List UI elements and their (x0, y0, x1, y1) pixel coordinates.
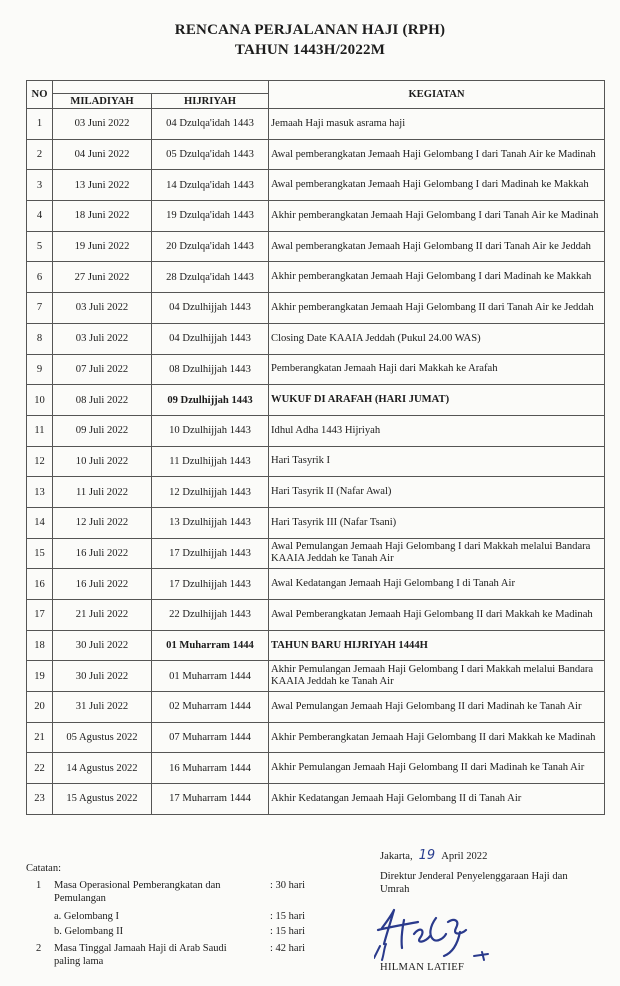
row-miladiyah: 04 Juni 2022 (53, 139, 152, 170)
row-kegiatan: Akhir Pemulangan Jemaah Haji Gelombang II dari Madinah ke Tanah Air (269, 753, 605, 784)
row-no: 9 (27, 354, 53, 385)
header-miladiyah: MILADIYAH (53, 94, 152, 109)
row-kegiatan: Akhir pemberangkatan Jemaah Haji Gelombang I dari Tanah Air ke Madinah (269, 201, 605, 232)
table-row (27, 630, 605, 661)
row-kegiatan: Hari Tasyrik III (Nafar Tsani) (269, 507, 605, 538)
row-hijriyah: 04 Dzulqa'idah 1443 (152, 109, 269, 140)
table-row (27, 293, 605, 324)
signature-month-year: April 2022 (441, 851, 488, 862)
row-no: 15 (27, 538, 53, 569)
notes-label: Catatan: (26, 863, 61, 874)
signature-day: 19 (418, 848, 436, 863)
row-miladiyah: 15 Agustus 2022 (53, 784, 152, 815)
row-kegiatan: Hari Tasyrik I (269, 446, 605, 477)
row-no: 2 (27, 139, 53, 170)
row-miladiyah: 08 Juli 2022 (53, 385, 152, 416)
table-row (27, 109, 605, 140)
note-text-1a: Masa Operasional Pemberangkatan dan (54, 880, 221, 891)
row-miladiyah: 03 Juli 2022 (53, 293, 152, 324)
row-hijriyah: 05 Dzulqa'idah 1443 (152, 139, 269, 170)
table-row (27, 139, 605, 170)
row-hijriyah: 10 Dzulhijjah 1443 (152, 415, 269, 446)
table-row (27, 661, 605, 692)
row-no: 3 (27, 170, 53, 201)
row-miladiyah: 03 Juni 2022 (53, 109, 152, 140)
row-kegiatan: Akhir pemberangkatan Jemaah Haji Gelombang I dari Madinah ke Makkah (269, 262, 605, 293)
document-title: RENCANA PERJALANAN HAJI (RPH) (174, 22, 446, 38)
table-row (27, 323, 605, 354)
note-value-a: : 15 hari (270, 911, 305, 922)
row-kegiatan: WUKUF DI ARAFAH (HARI JUMAT) (269, 385, 605, 416)
row-no: 17 (27, 600, 53, 631)
row-hijriyah: 28 Dzulqa'idah 1443 (152, 262, 269, 293)
row-hijriyah: 17 Dzulhijjah 1443 (152, 569, 269, 600)
table-row (27, 415, 605, 446)
row-no: 22 (27, 753, 53, 784)
table-row (27, 600, 605, 631)
row-miladiyah: 30 Juli 2022 (53, 630, 152, 661)
note-num-2: 2 (36, 943, 42, 954)
row-hijriyah: 17 Muharram 1444 (152, 784, 269, 815)
row-hijriyah: 22 Dzulhijjah 1443 (152, 600, 269, 631)
table-row (27, 692, 605, 723)
row-no: 7 (27, 293, 53, 324)
table-row (27, 354, 605, 385)
row-hijriyah: 02 Muharram 1444 (152, 692, 269, 723)
row-no: 20 (27, 692, 53, 723)
table-row (27, 385, 605, 416)
signature-place-date (380, 848, 487, 863)
row-hijriyah: 12 Dzulhijjah 1443 (152, 477, 269, 508)
row-kegiatan: Akhir Pemulangan Jemaah Haji Gelombang I dari Makkah melalui Bandara KAAIA Jeddah ke Tanah Air (269, 661, 605, 692)
row-no: 16 (27, 569, 53, 600)
row-miladiyah: 09 Juli 2022 (53, 415, 152, 446)
row-no: 11 (27, 415, 53, 446)
row-kegiatan: Awal Pemulangan Jemaah Haji Gelombang II dari Madinah ke Tanah Air (269, 692, 605, 723)
row-kegiatan: Hari Tasyrik II (Nafar Awal) (269, 477, 605, 508)
document-subtitle: TAHUN 1443H/2022M (234, 42, 386, 58)
row-kegiatan: Awal pemberangkatan Jemaah Haji Gelombang I dari Tanah Air ke Madinah (269, 139, 605, 170)
signature-office (380, 870, 610, 896)
header-kegiatan: KEGIATAN (269, 81, 605, 109)
row-hijriyah: 01 Muharram 1444 (152, 661, 269, 692)
table-row (27, 538, 605, 569)
row-hijriyah: 07 Muharram 1444 (152, 722, 269, 753)
row-no: 18 (27, 630, 53, 661)
table-row (27, 477, 605, 508)
row-hijriyah: 01 Muharram 1444 (152, 630, 269, 661)
signature-office-line1: Direktur Jenderal Penyelenggaraan Haji dan (380, 871, 568, 882)
row-no: 13 (27, 477, 53, 508)
row-no: 6 (27, 262, 53, 293)
row-hijriyah: 09 Dzulhijjah 1443 (152, 385, 269, 416)
table-row (27, 784, 605, 815)
row-kegiatan: TAHUN BARU HIJRIYAH 1444H (269, 630, 605, 661)
row-kegiatan: Awal pemberangkatan Jemaah Haji Gelombang II dari Tanah Air ke Jeddah (269, 231, 605, 262)
table-row (27, 507, 605, 538)
note-sub-b: b. Gelombang II (54, 926, 124, 937)
row-hijriyah: 19 Dzulqa'idah 1443 (152, 201, 269, 232)
row-hijriyah: 04 Dzulhijjah 1443 (152, 293, 269, 324)
table-row (27, 569, 605, 600)
row-kegiatan: Pemberangkatan Jemaah Haji dari Makkah ke Arafah (269, 354, 605, 385)
row-hijriyah: 04 Dzulhijjah 1443 (152, 323, 269, 354)
handwritten-signature (374, 900, 504, 962)
row-miladiyah: 05 Agustus 2022 (53, 722, 152, 753)
table-row (27, 201, 605, 232)
note-num-1: 1 (36, 880, 42, 891)
row-kegiatan: Awal Pemulangan Jemaah Haji Gelombang I dari Makkah melalui Bandara KAAIA Jeddah ke Tanah Air (269, 538, 605, 569)
table-row (27, 722, 605, 753)
row-miladiyah: 16 Juli 2022 (53, 569, 152, 600)
header-no: NO (27, 81, 53, 109)
row-kegiatan: Akhir Kedatangan Jemaah Haji Gelombang II di Tanah Air (269, 784, 605, 815)
row-kegiatan: Jemaah Haji masuk asrama haji (269, 109, 605, 140)
row-miladiyah: 27 Juni 2022 (53, 262, 152, 293)
note-value-b: : 15 hari (270, 926, 305, 937)
header-date-group (53, 81, 269, 94)
row-kegiatan: Awal Kedatangan Jemaah Haji Gelombang I di Tanah Air (269, 569, 605, 600)
row-miladiyah: 07 Juli 2022 (53, 354, 152, 385)
table-row (27, 446, 605, 477)
row-no: 14 (27, 507, 53, 538)
row-no: 4 (27, 201, 53, 232)
row-hijriyah: 08 Dzulhijjah 1443 (152, 354, 269, 385)
row-no: 1 (27, 109, 53, 140)
row-hijriyah: 17 Dzulhijjah 1443 (152, 538, 269, 569)
row-hijriyah: 11 Dzulhijjah 1443 (152, 446, 269, 477)
row-kegiatan: Akhir Pemberangkatan Jemaah Haji Gelombang II dari Makkah ke Madinah (269, 722, 605, 753)
row-kegiatan: Akhir pemberangkatan Jemaah Haji Gelombang II dari Tanah Air ke Jeddah (269, 293, 605, 324)
table-row (27, 262, 605, 293)
row-miladiyah: 18 Juni 2022 (53, 201, 152, 232)
row-hijriyah: 13 Dzulhijjah 1443 (152, 507, 269, 538)
row-no: 10 (27, 385, 53, 416)
row-kegiatan: Awal pemberangkatan Jemaah Haji Gelombang I dari Madinah ke Makkah (269, 170, 605, 201)
note-text-2a: Masa Tinggal Jamaah Haji di Arab Saudi (54, 943, 227, 954)
row-miladiyah: 30 Juli 2022 (53, 661, 152, 692)
row-kegiatan: Idhul Adha 1443 Hijriyah (269, 415, 605, 446)
row-kegiatan: Awal Pemberangkatan Jemaah Haji Gelombang II dari Makkah ke Madinah (269, 600, 605, 631)
row-miladiyah: 10 Juli 2022 (53, 446, 152, 477)
row-no: 19 (27, 661, 53, 692)
note-text-1b: Pemulangan (54, 893, 106, 904)
row-hijriyah: 14 Dzulqa'idah 1443 (152, 170, 269, 201)
table-row (27, 170, 605, 201)
row-no: 21 (27, 722, 53, 753)
row-no: 5 (27, 231, 53, 262)
row-miladiyah: 21 Juli 2022 (53, 600, 152, 631)
row-miladiyah: 19 Juni 2022 (53, 231, 152, 262)
row-miladiyah: 14 Agustus 2022 (53, 753, 152, 784)
note-value-1: : 30 hari (270, 880, 305, 891)
row-miladiyah: 16 Juli 2022 (53, 538, 152, 569)
header-hijriyah: HIJRIYAH (152, 94, 269, 109)
signature-place: Jakarta, (380, 851, 413, 862)
table-row (27, 753, 605, 784)
row-no: 12 (27, 446, 53, 477)
row-hijriyah: 16 Muharram 1444 (152, 753, 269, 784)
row-miladiyah: 11 Juli 2022 (53, 477, 152, 508)
signatory-name: HILMAN LATIEF (380, 962, 465, 973)
schedule-table (26, 80, 605, 815)
row-miladiyah: 31 Juli 2022 (53, 692, 152, 723)
row-miladiyah: 12 Juli 2022 (53, 507, 152, 538)
note-value-2: : 42 hari (270, 943, 305, 954)
signature-office-line2: Umrah (380, 884, 410, 895)
row-hijriyah: 20 Dzulqa'idah 1443 (152, 231, 269, 262)
table-row (27, 231, 605, 262)
row-no: 23 (27, 784, 53, 815)
row-miladiyah: 03 Juli 2022 (53, 323, 152, 354)
row-miladiyah: 13 Juni 2022 (53, 170, 152, 201)
row-kegiatan: Closing Date KAAIA Jeddah (Pukul 24.00 WAS) (269, 323, 605, 354)
row-no: 8 (27, 323, 53, 354)
note-text-2b: paling lama (54, 956, 104, 967)
note-sub-a: a. Gelombang I (54, 911, 120, 922)
